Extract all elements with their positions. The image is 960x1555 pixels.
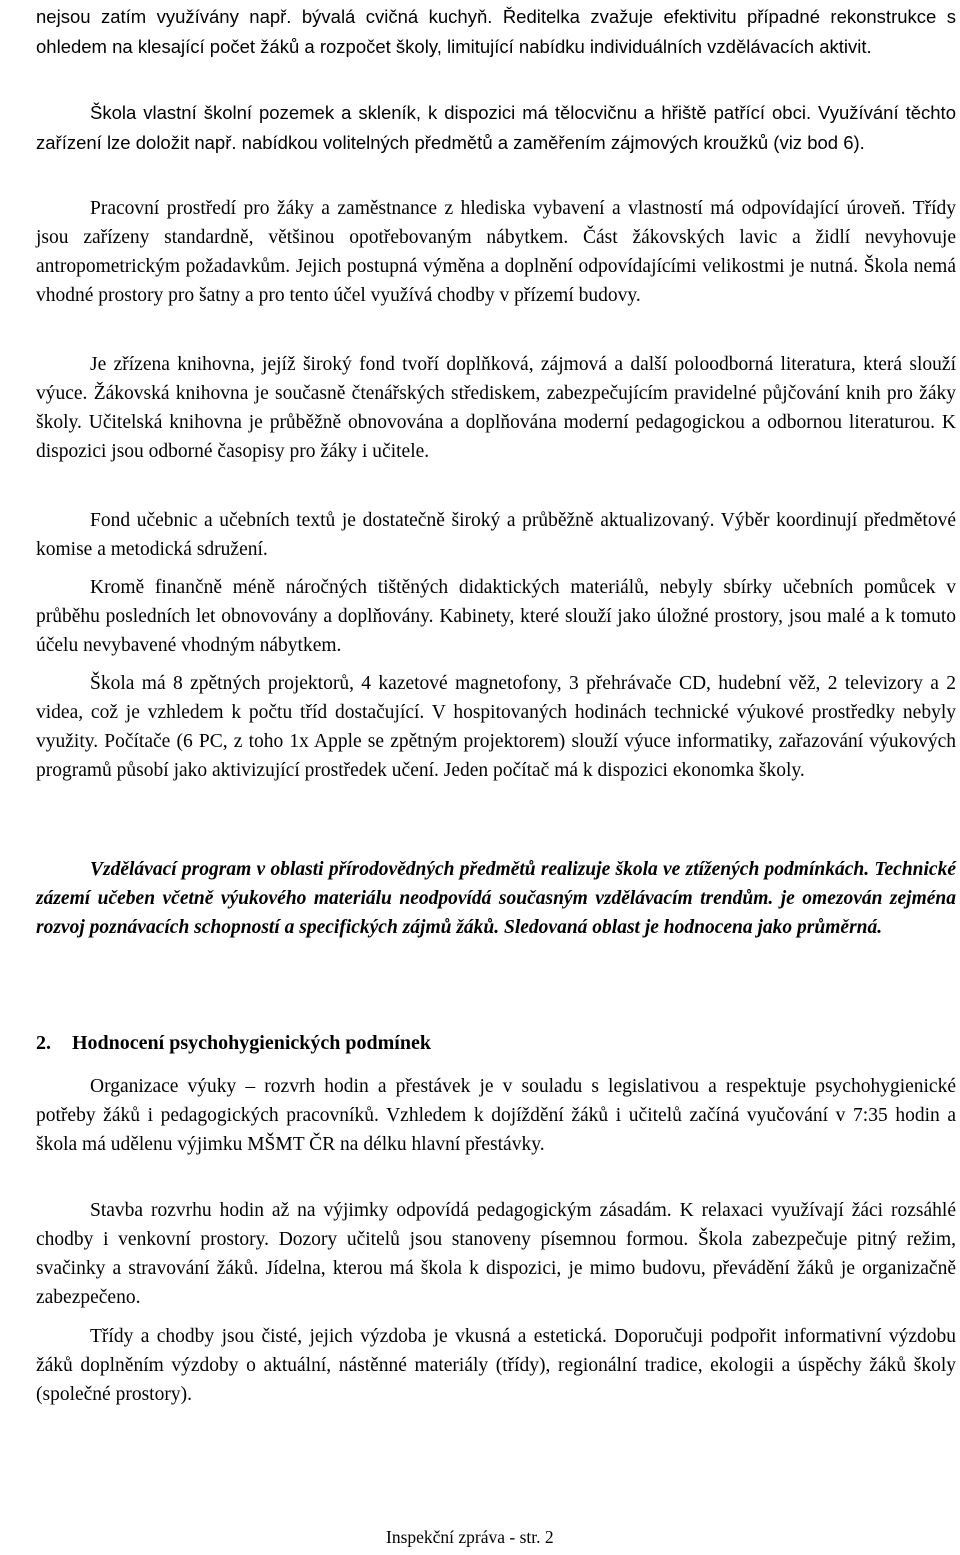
- paragraph-text: Stavba rozvrhu hodin až na výjimky odpovídá pedagogickým zásadám. K relaxaci využívají žáci rozsáhlé chodby i venkovní prostory. Dozory učitelů jsou stanoveny písemnou formou. Škola zabezpečuje pitný režim, svačinky a stravování žáků. Jídelna, kterou má škola k dispozici, je mimo budovu, převádění žáků je organizačně zabezpečeno.: [36, 1200, 956, 1308]
- paragraph-textbooks: [36, 506, 956, 564]
- paragraph-text: Vzdělávací program v oblasti přírodovědných předmětů realizuje škola ve ztížených podmínkách. Technické zázemí učeben včetně výukového materiálu neodpovídá současným vzdělávacím trendům. je omezován zejména rozvoj poznávacích schopností a specifických zájmů žáků. Sledovaná oblast je hodnocena jako průměrná.: [36, 859, 956, 938]
- paragraph-text: Pracovní prostředí pro žáky a zaměstnance z hlediska vybavení a vlastností má odpovídající úroveň. Třídy jsou zařízeny standardně, většinou opotřebovaným nábytkem. Část žákovských lavic a židlí nevyhovuje antropometrickým požadavkům. Jejich postupná výměna a doplnění odpovídajícími velikostmi je nutná. Škola nemá vhodné prostory pro šatny a pro tento účel využívá chodby v přízemí budovy.: [36, 198, 956, 306]
- paragraph-text: Organizace výuky – rozvrh hodin a přestávek je v souladu s legislativou a respektuje psychohygienické potřeby žáků i pedagogických pracovníků. Vzhledem k dojíždění žáků i učitelů začíná vyučování v 7:35 hodin a škola má udělenu výjimku MŠMT ČR na délku hlavní přestávky.: [36, 1076, 956, 1155]
- paragraph-text-tail: nabídkou volitelných předmětů a zaměřením zájmových kroužků (viz bod 6).: [236, 132, 865, 153]
- paragraph-text: nejsou zatím využívány např. bývalá cvičná kuchyň. Ředitelka zvažuje efektivitu případné rekonstrukce s ohledem na klesající počet žáků a rozpočet školy, limitující nabídku individuálních vzdělávacích aktivit.: [36, 6, 956, 57]
- paragraph-teaching-aids: [36, 573, 956, 660]
- section-number: 2.: [36, 1032, 51, 1054]
- section-title: Hodnocení psychohygienických podmínek: [72, 1032, 431, 1054]
- paragraph-decoration: [36, 1322, 956, 1409]
- paragraph-equipment: [36, 669, 956, 785]
- paragraph-school-grounds: [36, 98, 956, 158]
- paragraph-text: Škola má 8 zpětných projektorů, 4 kazetové magnetofony, 3 přehrávače CD, hudební věž, 2 televizory a 2 videa, což je vzhledem k počtu tříd dostačující. V hospitovaných hodinách technické výukové prostředky nebyly využity. Počítače (6 PC, z toho 1x Apple se zpětným projektorem) slouží výuce informatiky, zařazování výukových programů působí jako aktivizující prostředek učení. Jeden počítač má k dispozici ekonomka školy.: [36, 673, 956, 781]
- paragraph-continuation: [36, 2, 956, 62]
- paragraph-text: Fond učebnic a učebních textů je dostatečně široký a průběžně aktualizovaný. Výběr koordinují předmětové komise a metodická sdružení.: [36, 510, 956, 560]
- paragraph-text: Je zřízena knihovna, jejíž široký fond tvoří doplňková, zájmová a další poloodborná literatura, která slouží výuce. Žákovská knihovna je současně čtenářských střediskem, zabezpečujícím pravidelné půjčování knih pro žáky školy. Učitelská knihovna je průběžně obnovována a doplňována moderní pedagogickou a odbornou literaturou. K dispozici jsou odborné časopisy pro žáky i učitele.: [36, 354, 956, 462]
- paragraph-organization: [36, 1072, 956, 1159]
- page-footer: Inspekční zpráva - str. 2: [386, 1527, 554, 1547]
- paragraph-text: Kromě finančně méně náročných tištěných didaktických materiálů, nebyly sbírky učebních pomůcek v průběhu posledních let obnovovány a doplňovány. Kabinety, které slouží jako úložné prostory, jsou malé a k tomuto účelu nevybavené vhodným nábytkem.: [36, 577, 956, 656]
- paragraph-library: [36, 350, 956, 466]
- paragraph-text: Třídy a chodby jsou čisté, jejich výzdoba je vkusná a estetická. Doporučuji podpořit informativní výzdobu žáků doplněním výzdoby o aktuální, nástěnné materiály (třídy), regionální tradice, ekologii a úspěchy žáků školy (společné prostory).: [36, 1326, 956, 1405]
- paragraph-work-environment: [36, 194, 956, 310]
- paragraph-evaluation-summary: [36, 855, 956, 942]
- paragraph-text-sans: Škola vlastní školní pozemek a skleník, k dispozici má tělocvičnu a hřiště patřící obci. Využívání těchto zařízení lze doložit např.: [36, 102, 956, 153]
- section-heading: [36, 1028, 431, 1058]
- paragraph-timetable: [36, 1196, 956, 1312]
